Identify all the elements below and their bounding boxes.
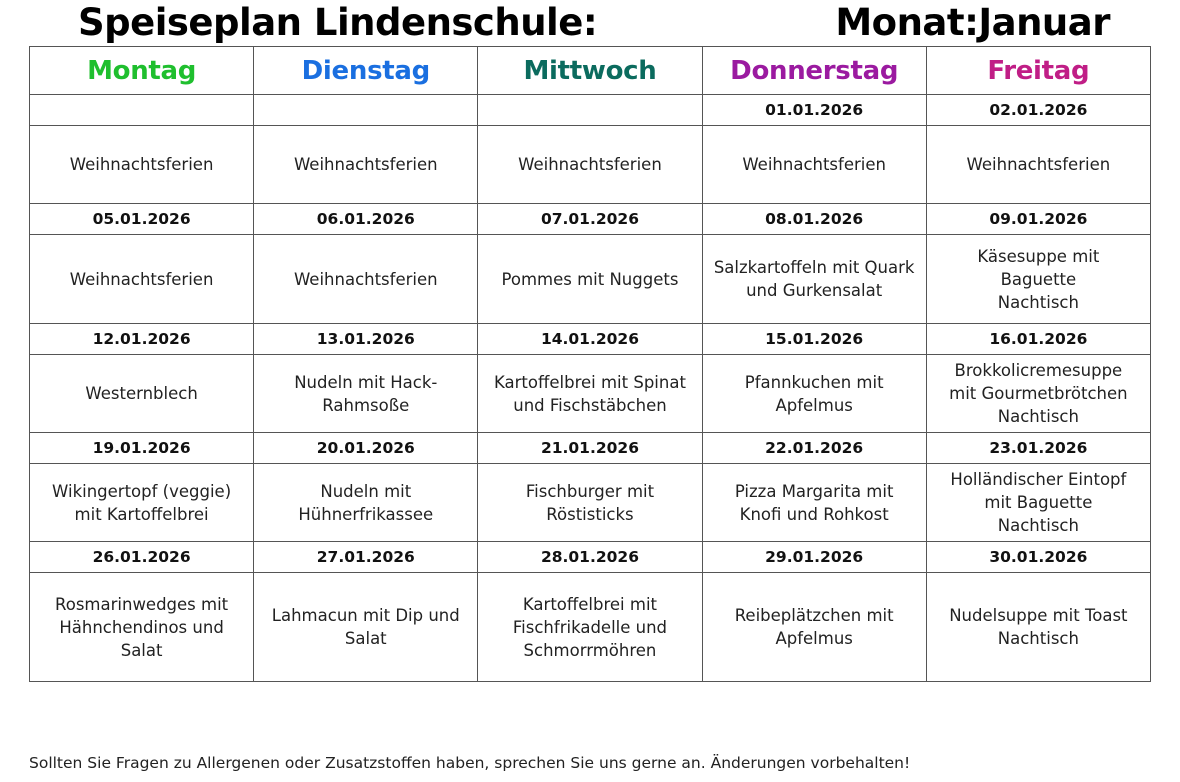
date-cell: 23.01.2026 — [926, 433, 1150, 464]
meal-cell: Käsesuppe mit Baguette Nachtisch — [926, 235, 1150, 324]
meal-row — [30, 126, 1151, 204]
footer-note: Sollten Sie Fragen zu Allergenen oder Zusatzstoffen haben, sprechen Sie uns gerne an. Änderungen vorbehalten! — [29, 754, 911, 772]
date-cell: 27.01.2026 — [254, 542, 478, 573]
meal-cell: Kartoffelbrei mit Spinat und Fischstäbchen — [478, 355, 702, 433]
meal-cell: Nudeln mit Hack- Rahmsoße — [254, 355, 478, 433]
date-cell: 15.01.2026 — [702, 324, 926, 355]
meal-cell: Weihnachtsferien — [478, 126, 702, 204]
date-cell: 19.01.2026 — [30, 433, 254, 464]
day-header-dienstag: Dienstag — [254, 47, 478, 95]
meal-row — [30, 355, 1151, 433]
meal-row — [30, 235, 1151, 324]
date-cell — [478, 95, 702, 126]
date-row — [30, 324, 1151, 355]
day-header-donnerstag: Donnerstag — [702, 47, 926, 95]
meal-row — [30, 464, 1151, 542]
date-cell — [30, 95, 254, 126]
day-header-mittwoch: Mittwoch — [478, 47, 702, 95]
meal-cell: Weihnachtsferien — [30, 235, 254, 324]
date-row — [30, 95, 1151, 126]
date-cell: 02.01.2026 — [926, 95, 1150, 126]
date-row — [30, 204, 1151, 235]
menu-table — [29, 46, 1151, 682]
meal-cell: Reibeplätzchen mit Apfelmus — [702, 573, 926, 682]
date-cell: 12.01.2026 — [30, 324, 254, 355]
date-row — [30, 542, 1151, 573]
date-cell: 14.01.2026 — [478, 324, 702, 355]
meal-cell: Pizza Margarita mit Knofi und Rohkost — [702, 464, 926, 542]
meal-cell: Fischburger mit Röstisticks — [478, 464, 702, 542]
date-cell: 16.01.2026 — [926, 324, 1150, 355]
date-cell: 21.01.2026 — [478, 433, 702, 464]
date-cell: 30.01.2026 — [926, 542, 1150, 573]
meal-cell: Salzkartoffeln mit Quark und Gurkensalat — [702, 235, 926, 324]
meal-cell: Weihnachtsferien — [254, 126, 478, 204]
meal-cell: Rosmarinwedges mit Hähnchendinos und Salat — [30, 573, 254, 682]
date-cell: 22.01.2026 — [702, 433, 926, 464]
date-cell: 13.01.2026 — [254, 324, 478, 355]
meal-cell: Weihnachtsferien — [702, 126, 926, 204]
day-header-montag: Montag — [30, 47, 254, 95]
month-label: Monat:Januar — [835, 1, 1110, 44]
date-cell: 01.01.2026 — [702, 95, 926, 126]
meal-cell: Nudeln mit Hühnerfrikassee — [254, 464, 478, 542]
meal-cell: Weihnachtsferien — [926, 126, 1150, 204]
meal-cell: Westernblech — [30, 355, 254, 433]
date-cell: 08.01.2026 — [702, 204, 926, 235]
meal-cell: Holländischer Eintopf mit Baguette Nachtisch — [926, 464, 1150, 542]
date-cell: 29.01.2026 — [702, 542, 926, 573]
date-cell — [254, 95, 478, 126]
weeks-body — [30, 95, 1151, 682]
meal-cell: Weihnachtsferien — [254, 235, 478, 324]
meal-cell: Brokkolicremesuppe mit Gourmetbrötchen Nachtisch — [926, 355, 1150, 433]
meal-cell: Pfannkuchen mit Apfelmus — [702, 355, 926, 433]
date-cell: 20.01.2026 — [254, 433, 478, 464]
date-cell: 05.01.2026 — [30, 204, 254, 235]
date-cell: 07.01.2026 — [478, 204, 702, 235]
date-cell: 06.01.2026 — [254, 204, 478, 235]
date-cell: 26.01.2026 — [30, 542, 254, 573]
meal-cell: Lahmacun mit Dip und Salat — [254, 573, 478, 682]
meal-cell: Pommes mit Nuggets — [478, 235, 702, 324]
meal-cell: Wikingertopf (veggie) mit Kartoffelbrei — [30, 464, 254, 542]
date-row — [30, 433, 1151, 464]
meal-cell: Kartoffelbrei mit Fischfrikadelle und Schmorrmöhren — [478, 573, 702, 682]
page-title: Speiseplan Lindenschule: — [78, 1, 598, 44]
date-cell: 28.01.2026 — [478, 542, 702, 573]
weekday-header-row — [30, 47, 1151, 95]
day-header-freitag: Freitag — [926, 47, 1150, 95]
meal-cell: Nudelsuppe mit Toast Nachtisch — [926, 573, 1150, 682]
meal-row — [30, 573, 1151, 682]
date-cell: 09.01.2026 — [926, 204, 1150, 235]
meal-cell: Weihnachtsferien — [30, 126, 254, 204]
